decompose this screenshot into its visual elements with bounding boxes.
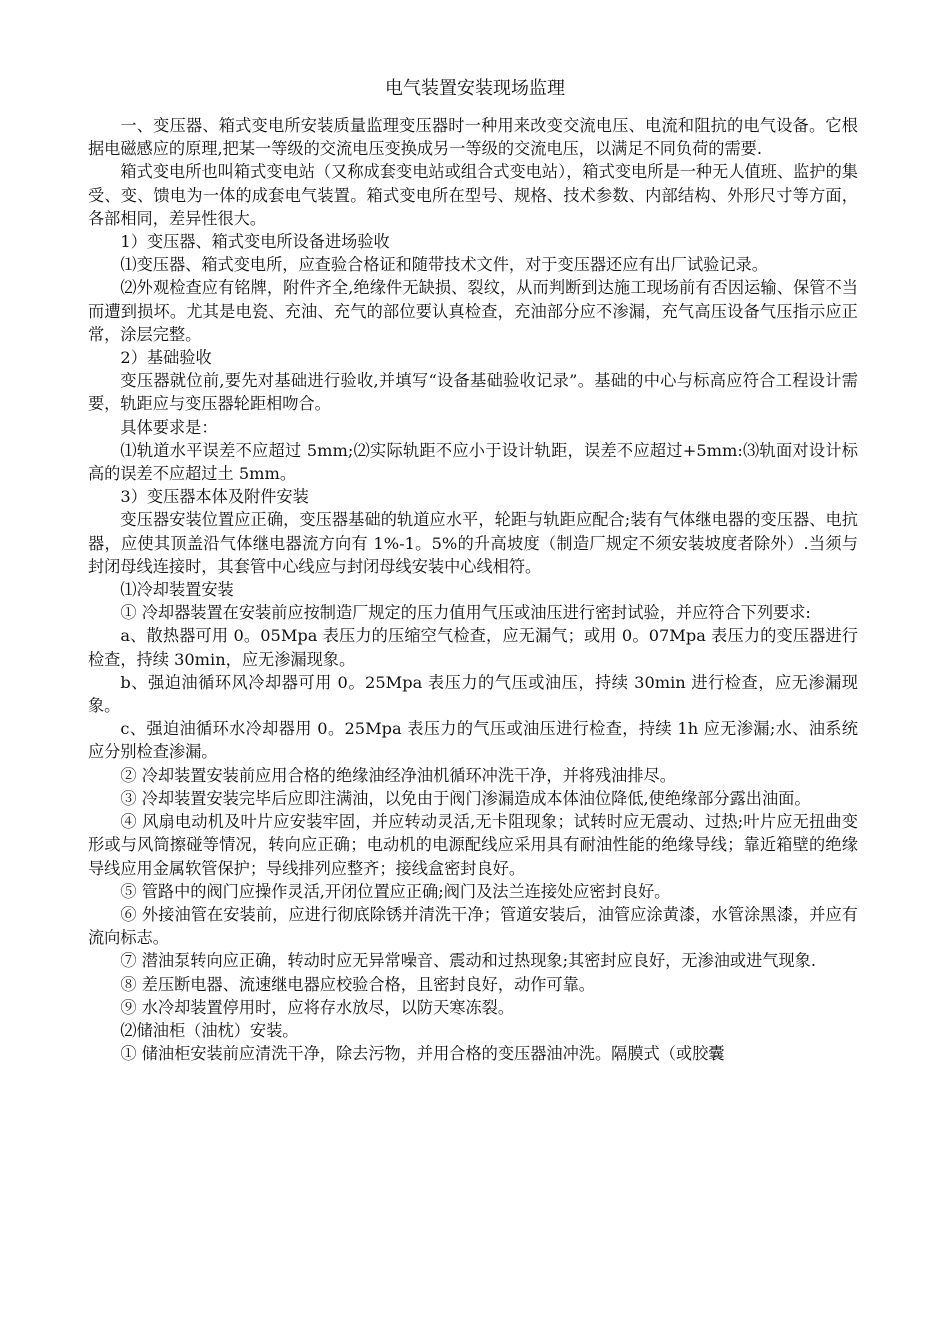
list-item: ③ 冷却装置安装完毕后应即注满油，以免由于阀门渗漏造成本体油位降低,使绝缘部分露出油面。 bbox=[120, 788, 811, 808]
section-heading: 1）变压器、箱式变电所设备进场验收 bbox=[120, 232, 390, 252]
list-item: b、强迫油循环风冷却器可用 0。25Mpa 表压力的气压或油压，持续 30min 进行检查，应无渗漏现象。 bbox=[88, 672, 858, 716]
list-item: ① 储油柜安装前应清洗干净，除去污物，并用合格的变压器油冲洗。隔膜式（或胶囊 bbox=[120, 1044, 725, 1064]
paragraph: ① 冷却器装置在安装前应按制造厂规定的压力值用气压或油压进行密封试验，并应符合下列要求: bbox=[120, 603, 811, 623]
document-body bbox=[88, 114, 858, 1065]
paragraph: ⑴变压器、箱式变电所，应查验合格证和随带技术文件，对于变压器还应有出厂试验记录。 bbox=[120, 255, 768, 275]
section-heading: 3）变压器本体及附件安装 bbox=[120, 487, 309, 507]
section-heading: 2）基础验收 bbox=[120, 348, 212, 368]
list-item: ⑦ 潜油泵转向应正确，转动时应无异常噪音、震动和过热现象;其密封应良好，无渗油或进气现象. bbox=[120, 951, 817, 971]
list-item: c、强迫油循环水冷却器用 0。25Mpa 表压力的气压或油压进行检查，持续 1h 应无渗漏;水、油系统应分别检查渗漏。 bbox=[88, 719, 858, 762]
paragraph: 一、变压器、箱式变电所安装质量监理变压器时一种用来改变交流电压、电流和阻抗的电气设备。它根据电磁感应的原理,把某一等级的交流电压变换成另一等级的交流电压，以满足不同负荷的需要. bbox=[88, 116, 858, 159]
list-item: ⑨ 水冷却装置停用时，应将存水放尽，以防天寒冻裂。 bbox=[120, 997, 515, 1017]
paragraph: ⑴轨道水平误差不应超过 5mm;⑵实际轨距不应小于设计轨距，误差不应超过+5mm:⑶轨面对设计标高的误差不应超过土 5mm。 bbox=[88, 440, 858, 484]
paragraph: 变压器就位前,要先对基础进行验收,并填写“设备基础验收记录”。基础的中心与标高应符合工程设计需要，轨距应与变压器轮距相吻合。 bbox=[88, 371, 858, 414]
list-item: ② 冷却装置安装前应用合格的绝缘油经净油机循环冲洗干净，并将残油排尽。 bbox=[120, 765, 676, 785]
list-item: ⑥ 外接油管在安装前，应进行彻底除锈并清洗干净；管道安装后，油管应涂黄漆，水管涂黑漆，并应有流向标志。 bbox=[88, 904, 858, 948]
subsection-heading: ⑴冷却装置安装 bbox=[120, 580, 234, 600]
paragraph: 具体要求是： bbox=[120, 417, 218, 437]
list-item: ④ 风扇电动机及叶片应安装牢固，并应转动灵活,无卡阻现象；试转时应无震动、过热;叶片应无扭曲变形或与风筒擦碰等情况，转向应正确；电动机的电源配线应采用具有耐油性能的绝缘导线；靠近箱壁的绝缘导线应用金属软管保护；导线排列应整齐；接线盒密封良好。 bbox=[88, 812, 858, 878]
paragraph: 箱式变电所也叫箱式变电站（又称成套变电站或组合式变电站），箱式变电所是一种无人值班、监护的集受、变、馈电为一体的成套电气装置。箱式变电所在型号、规格、技术参数、内部结构、外形尺寸等方面，各部相同，差异性很大。 bbox=[88, 162, 858, 228]
subsection-heading: ⑵储油柜（油枕）安装。 bbox=[120, 1020, 299, 1040]
list-item: ⑧ 差压断电器、流速继电器应校验合格，且密封良好，动作可靠。 bbox=[120, 974, 595, 994]
paragraph: ⑵外观检查应有铭牌，附件齐全,绝缘件无缺损、裂纹，从而判断到达施工现场前有否因运输、保管不当而遭到损坏。尤其是电瓷、充油、充气的部位要认真检查，充油部分应不渗漏，充气高压设备气压指示应正常，涂层完整。 bbox=[88, 278, 858, 344]
list-item: a、散热器可用 0。05Mpa 表压力的压缩空气检查，应无漏气；或用 0。07Mpa 表压力的变压器进行检查，持续 30min，应无渗漏现象。 bbox=[88, 626, 858, 669]
list-item: ⑤ 管路中的阀门应操作灵活,开闭位置应正确;阀门及法兰连接处应密封良好。 bbox=[120, 881, 671, 901]
paragraph: 变压器安装位置应正确，变压器基础的轨道应水平，轮距与轨距应配合;装有气体继电器的变压器、电抗器，应使其顶盖沿气体继电器流方向有 1%-1。5%的升高坡度（制造厂规定不须安装坡度者除外）.当须与封闭母线连接时，其套管中心线应与封闭母线安装中心线相符。 bbox=[88, 510, 858, 576]
page-title: 电气装置安装现场监理 bbox=[385, 78, 565, 99]
